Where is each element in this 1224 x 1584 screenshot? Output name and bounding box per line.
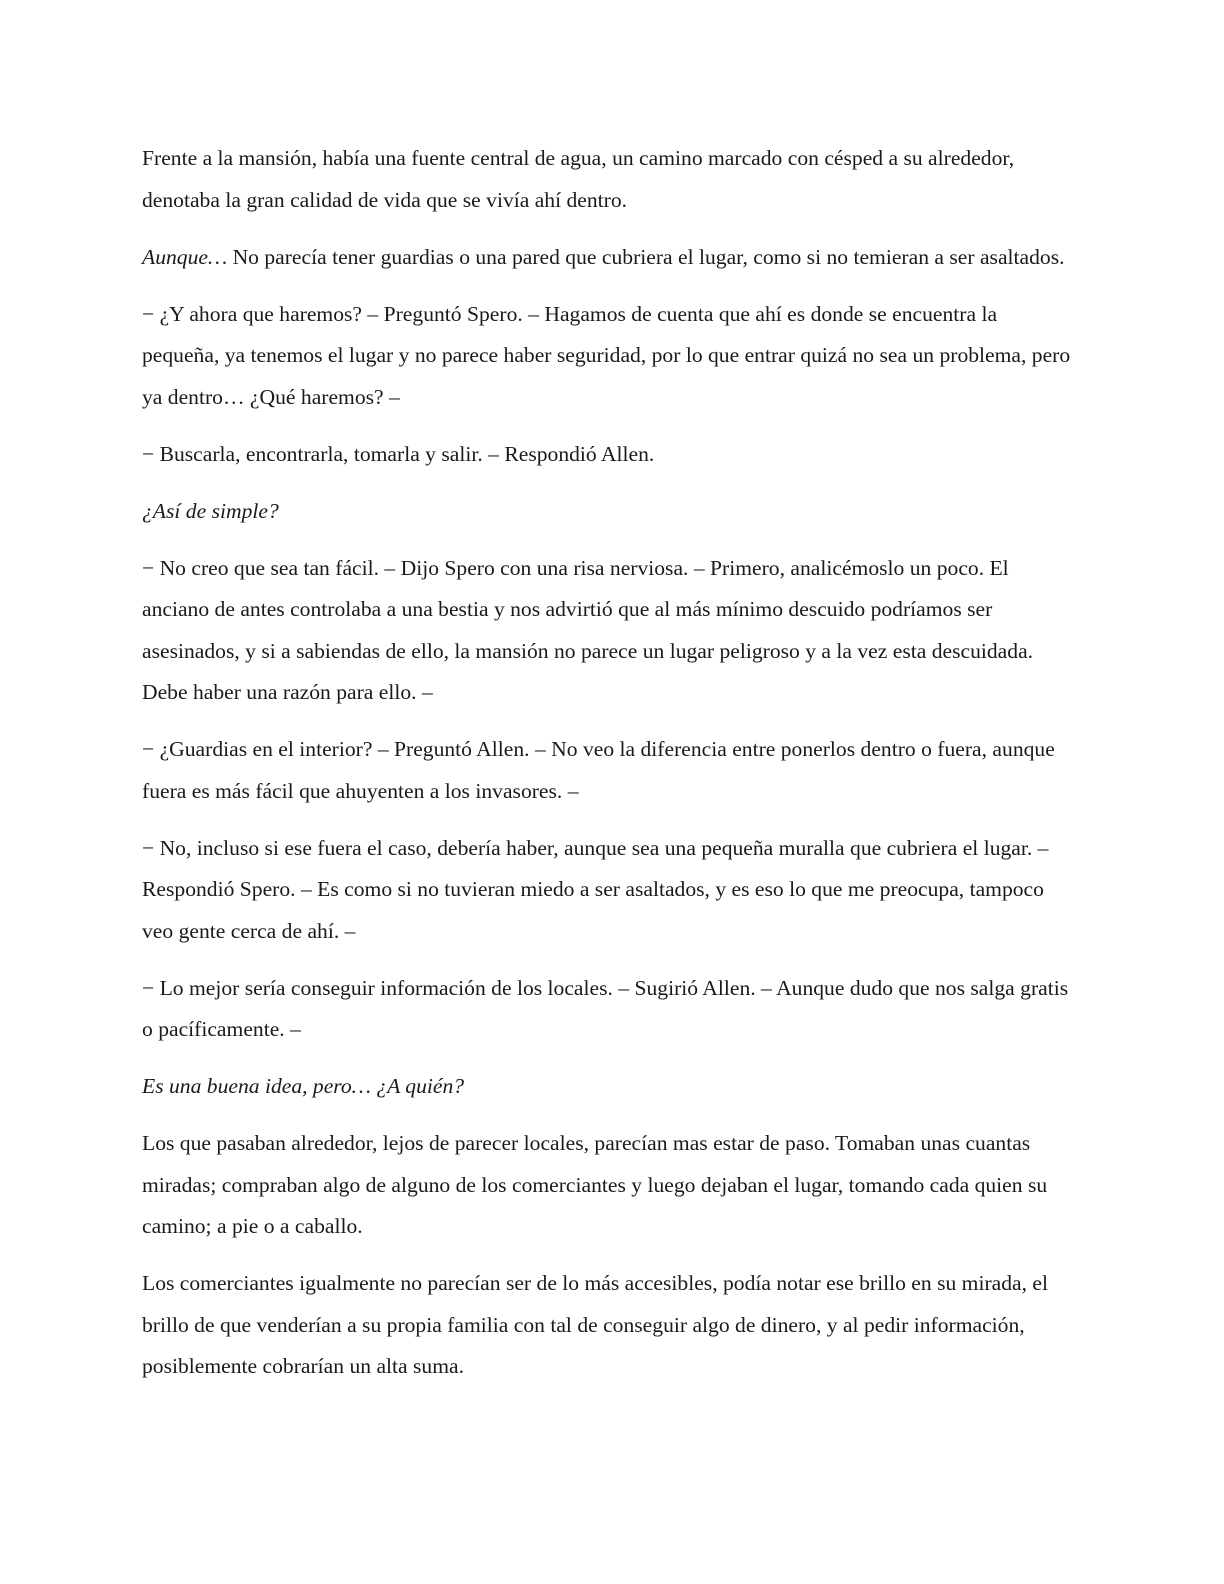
document-page bbox=[142, 138, 1077, 1403]
paragraph-3 bbox=[142, 294, 1077, 419]
paragraph-12 bbox=[142, 1263, 1077, 1388]
paragraph-text: − Lo mejor sería conseguir información de los locales. – Sugirió Allen. – Aunque dudo que nos salga gratis o pacíficamente. – bbox=[142, 975, 1069, 1041]
paragraph-10 bbox=[142, 1066, 1077, 1108]
italic-lead: Aunque… bbox=[142, 244, 228, 269]
paragraph-6 bbox=[142, 548, 1077, 714]
paragraph-text: − No creo que sea tan fácil. – Dijo Spero con una risa nerviosa. – Primero, analicémoslo un poco. El anciano de antes controlaba a una bestia y nos advirtió que al más mínimo descuido podríamos ser asesinados, y si a sabiendas de ello, la mansión no parece un lugar peligroso y a la vez esta descuidada. Debe haber una razón para ello. – bbox=[142, 555, 1034, 704]
paragraph-text: − No, incluso si ese fuera el caso, debería haber, aunque sea una pequeña muralla que cubriera el lugar. – Respondió Spero. – Es como si no tuvieran miedo a ser asaltados, y es eso lo que me preocupa, tampoco veo gente cerca de ahí. – bbox=[142, 835, 1049, 943]
paragraph-text: − ¿Y ahora que haremos? – Preguntó Spero. – Hagamos de cuenta que ahí es donde se encuentra la pequeña, ya tenemos el lugar y no parece haber seguridad, por lo que entrar quizá no sea un problema, pero ya dentro… ¿Qué haremos? – bbox=[142, 301, 1071, 409]
paragraph-2 bbox=[142, 237, 1077, 279]
paragraph-7 bbox=[142, 729, 1077, 812]
paragraph-4 bbox=[142, 434, 1077, 476]
paragraph-text: Los comerciantes igualmente no parecían ser de lo más accesibles, podía notar ese brillo en su mirada, el brillo de que venderían a su propia familia con tal de conseguir algo de dinero, y al pedir información, posiblemente cobrarían un alta suma. bbox=[142, 1271, 1048, 1378]
paragraph-text: Frente a la mansión, había una fuente central de agua, un camino marcado con césped a su alrededor, denotaba la gran calidad de vida que se vivía ahí dentro. bbox=[142, 146, 1015, 212]
paragraph-9 bbox=[142, 968, 1077, 1051]
italic-lead: ¿Así de simple? bbox=[142, 498, 279, 523]
paragraph-text: Los que pasaban alrededor, lejos de parecer locales, parecían mas estar de paso. Tomaban unas cuantas miradas; compraban algo de alguno de los comerciantes y luego dejaban el lugar, tomando cada quien su camino; a pie o a caballo. bbox=[142, 1131, 1048, 1238]
italic-lead: Es una buena idea, pero… ¿A quién? bbox=[142, 1074, 465, 1098]
paragraph-1 bbox=[142, 138, 1077, 221]
paragraph-8 bbox=[142, 828, 1077, 953]
paragraph-11 bbox=[142, 1123, 1077, 1248]
paragraph-text: No parecía tener guardias o una pared que cubriera el lugar, como si no temieran a ser asaltados. bbox=[227, 244, 1065, 269]
paragraph-5 bbox=[142, 491, 1077, 533]
paragraph-text: − ¿Guardias en el interior? – Preguntó Allen. – No veo la diferencia entre ponerlos dentro o fuera, aunque fuera es más fácil que ahuyenten a los invasores. – bbox=[142, 737, 1055, 803]
paragraph-text: − Buscarla, encontrarla, tomarla y salir. – Respondió Allen. bbox=[142, 441, 655, 466]
